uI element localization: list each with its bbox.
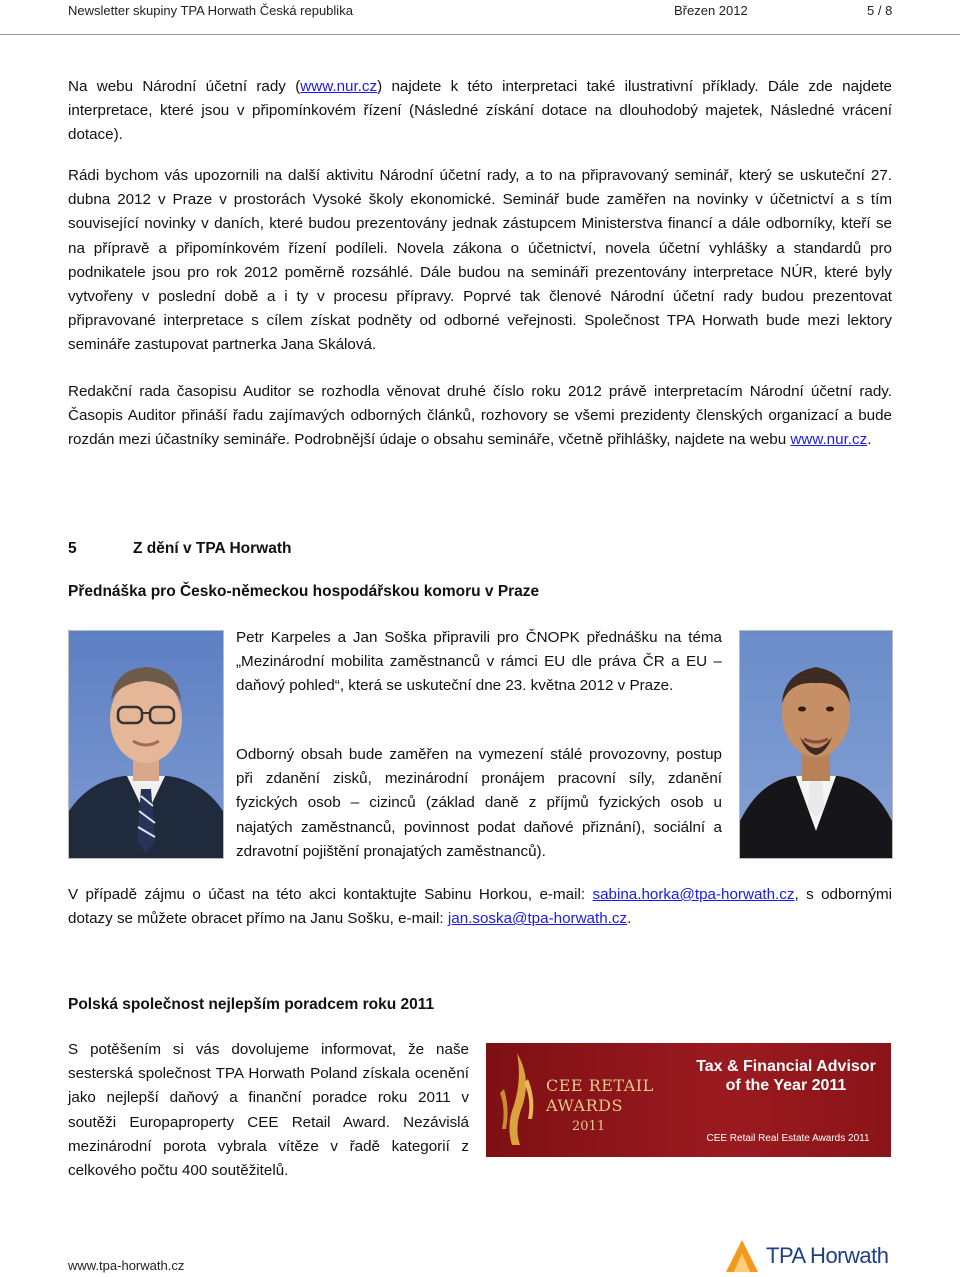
- portrait-left-illustration: [69, 631, 223, 858]
- paragraph-auditor: Redakční rada časopisu Auditor se rozhodla věnovat druhé číslo roku 2012 právě interpretacím Národní účetní rady. Časopis Auditor přináší řadu zajímavých odborných článků, rozhovory se všemi prezidenty členských organizací a bude rozdán mezi účastníky semináře. Podrobnější údaje o obsahu semináře, včetně přihlášky, najdete na webu www.nur.cz.: [68, 383, 892, 449]
- section-number: 5: [68, 540, 77, 557]
- award-trophy-icon: [492, 1049, 542, 1151]
- paragraph-seminar: Rádi bychom vás upozornili na další aktivitu Národní účetní rady, a to na připravovaný seminář, který se uskuteční 27. dubna 2012 v Praze v prostorách Vysoké školy ekonomické. Seminář bude zaměřen na novinky v účetnictví a s tím související novinky v daních, které budou prezentovány jednak zástupcem Ministerstva financí a dále odborníky, kteří se na přípravě a připomínkovém řízení podíleli. Novela zákona o účetnictví, novela účetní vyhlášky a standardů pro podnikatele jsou pro rok 2012 poměrně rozsáhlé. Dále budou na semináři prezentovány interpretace NÚR, které byly vytvořeny v poslední době a i ty v procesu přípravy. Poprvé tak členové Národní účetní rady budou prezentovat připravované interpretace s cílem získat podněty od odborné veřejnosti. Společnost TPA Horwath bude mezi lektory semináře zastupovat partnerka Jana Skálová.: [68, 167, 892, 354]
- page-header: [0, 0, 960, 35]
- award-title: Tax & Financial Advisor of the Year 2011: [696, 1058, 876, 1094]
- portrait-photo-left: [68, 630, 224, 859]
- tpa-horwath-logo: [724, 1238, 894, 1274]
- award-banner: [486, 1043, 891, 1157]
- lecture-text-2: Odborný obsah bude zaměřen na vymezení stálé provozovny, postup při zdanění zisků, mezinárodní pronájem pracovní síly, zdanění fyzických osob – cizinců (základ daně z příjmů fyzických osob u najatých zaměstnanců, povinnost podat daňové přiznání), sociální a zdravotní pojištění pronajatých zaměstnanců).: [236, 746, 722, 860]
- email-link-soska[interactable]: jan.soska@tpa-horwath.cz: [447, 910, 628, 928]
- nur-link-2[interactable]: www.nur.cz: [790, 431, 868, 449]
- lecture-contact: V případě zájmu o účast na této akci kontaktujte Sabinu Horkou, e-mail: sabina.horka@tpa-horwath.cz, s odbornými dotazy se můžete obracet přímo na Janu Sošku, e-mail: jan.soska@tpa-horwath.cz.: [68, 886, 892, 928]
- issue-date: Březen 2012: [674, 3, 748, 18]
- portrait-photo-right: [739, 630, 893, 859]
- award-text: S potěšením si vás dovolujeme informovat, že naše sesterská společnost TPA Horwath Poland získala ocenění jako nejlepší daňový a finanční poradce roku 2011 v soutěži Europaproperty CEE Retail Award. Nezávislá mezinárodní porota vybrala vítěze v řadě kategorií z celkového počtu 400 soutěžitelů.: [68, 1041, 469, 1180]
- award-subtitle: CEE Retail Real Estate Awards 2011: [706, 1133, 870, 1144]
- section-title: Z dění v TPA Horwath: [133, 540, 292, 557]
- award-logo-year: 2011: [572, 1119, 606, 1134]
- portrait-right-illustration: [740, 631, 892, 858]
- newsletter-title: Newsletter skupiny TPA Horwath Česká republika: [68, 3, 353, 18]
- award-logo-line2: AWARDS: [546, 1096, 623, 1115]
- lecture-text-1: Petr Karpeles a Jan Soška připravili pro ČNOPK přednášku na téma „Mezinárodní mobilita zaměstnanců v rámci EU dle práva ČR a EU – daňový pohled“, která se uskuteční dne 23. května 2012 v Praze.: [236, 629, 722, 695]
- logo-wordmark: TPA Horwath: [766, 1243, 889, 1268]
- article-heading-award: Polská společnost nejlepším poradcem roku 2011: [68, 996, 435, 1013]
- article-heading-lecture: Přednáška pro Česko-německou hospodářskou komoru v Praze: [68, 583, 540, 600]
- award-logo-line1: CEE RETAIL: [546, 1076, 654, 1095]
- email-link-horka[interactable]: sabina.horka@tpa-horwath.cz: [592, 886, 795, 903]
- footer-website: www.tpa-horwath.cz: [68, 1258, 185, 1273]
- page-number: 5 / 8: [867, 3, 893, 18]
- nur-link[interactable]: www.nur.cz: [300, 78, 378, 95]
- paragraph-intro: Na webu Národní účetní rady (www.nur.cz) najdete k této interpretaci také ilustrativní příklady. Dále zde najdete interpretace, které jsou v připomínkovém řízení (Následné získání dotace na dlouhodobý majetek, Následné vrácení dotace).: [68, 78, 893, 144]
- logo-mark-icon: [724, 1238, 764, 1274]
